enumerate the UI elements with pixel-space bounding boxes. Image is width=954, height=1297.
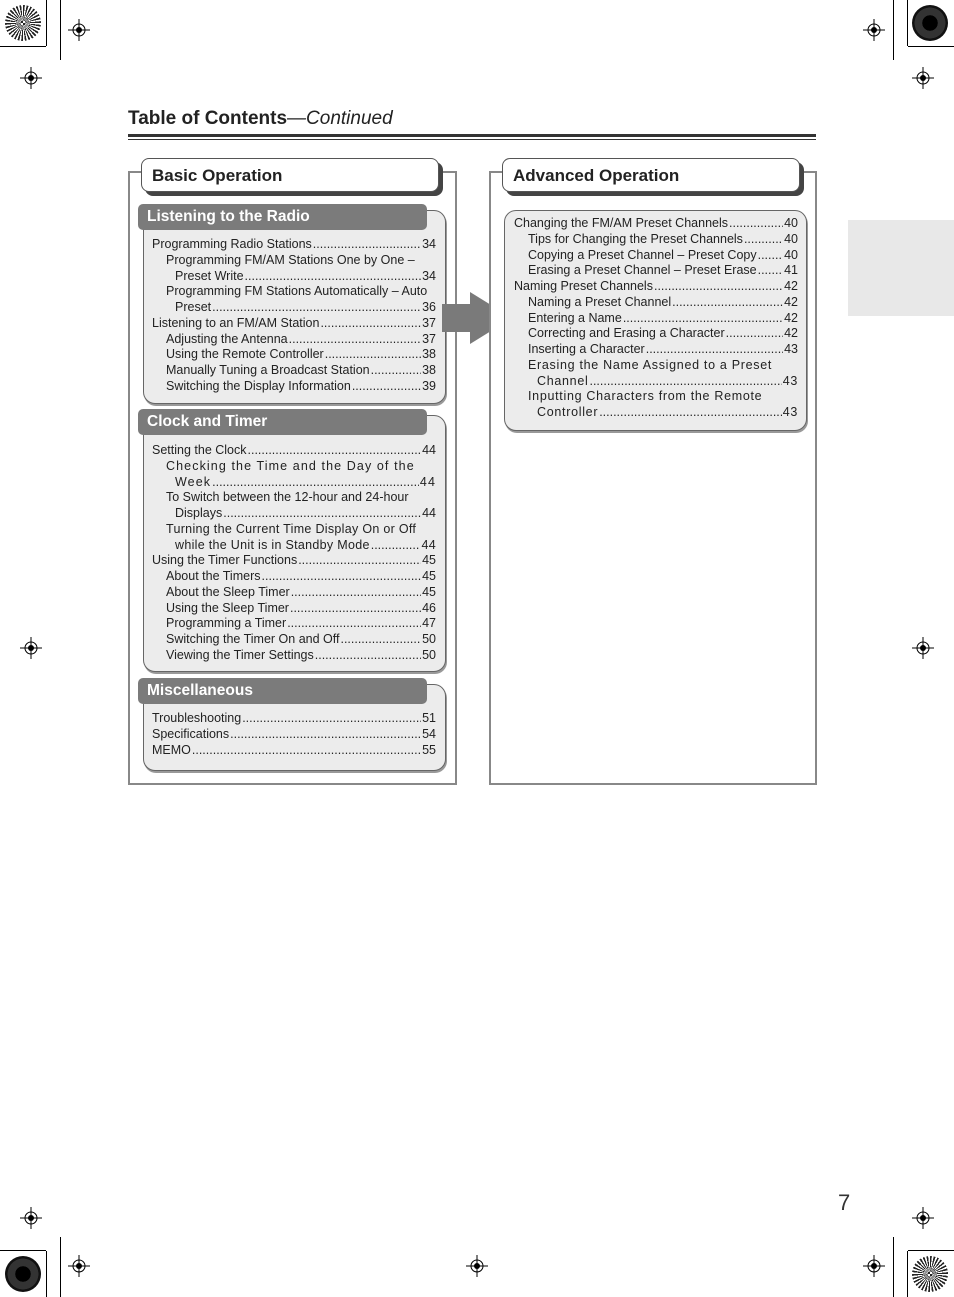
crop-mark — [907, 1251, 908, 1297]
crop-mark — [60, 1237, 61, 1297]
crop-mark — [0, 46, 46, 47]
crop-mark — [908, 1250, 954, 1251]
page-title-main: Table of Contents — [128, 108, 288, 129]
toc-entry[interactable]: About the Sleep Timer ..... 45 — [152, 585, 436, 601]
basic-operation-heading: Basic Operation — [141, 158, 439, 192]
toc-entry[interactable]: Week ..... 44 — [152, 475, 436, 491]
toc-entry[interactable]: Erasing a Preset Channel – Preset Erase ..... 41 — [514, 263, 798, 279]
toc-entry[interactable]: Switching the Display Information ..... 39 — [152, 379, 436, 395]
title-rule-thin — [128, 139, 816, 140]
toc-entry[interactable]: Displays ..... 44 — [152, 506, 436, 522]
toc-entry[interactable]: Programming FM Stations Automatically – Auto — [166, 284, 428, 299]
toc-entry[interactable]: Erasing the Name Assigned to a Preset — [528, 357, 773, 372]
registration-mark-icon — [912, 67, 934, 89]
registration-mark-icon — [20, 1207, 42, 1229]
toc-entry[interactable]: Channel ..... 43 — [514, 374, 798, 390]
crop-mark — [908, 46, 954, 47]
toc-list-listening-radio — [152, 237, 436, 395]
toc-entry[interactable]: Tips for Changing the Preset Channels ..... 40 — [514, 232, 798, 248]
sunburst-mark-icon — [5, 1256, 41, 1292]
toc-entry[interactable]: Using the Timer Functions ..... 45 — [152, 553, 436, 569]
side-thumb-tab — [848, 220, 954, 316]
registration-mark-icon — [466, 1255, 488, 1277]
toc-entry[interactable]: Specifications ..... 54 — [152, 727, 436, 743]
toc-entry[interactable]: Adjusting the Antenna ..... 37 — [152, 332, 436, 348]
page-number: 7 — [838, 1190, 851, 1215]
toc-entry[interactable]: Inserting a Character ..... 43 — [514, 342, 798, 358]
crop-mark — [0, 1250, 46, 1251]
toc-entry[interactable]: Inputting Characters from the Remote — [528, 389, 763, 404]
registration-mark-icon — [863, 1255, 885, 1277]
crop-mark — [893, 1237, 894, 1297]
toc-entry[interactable]: while the Unit is in Standby Mode ..... 44 — [152, 538, 436, 554]
registration-mark-icon — [863, 19, 885, 41]
section-heading-miscellaneous: Miscellaneous — [138, 678, 427, 704]
toc-entry[interactable]: Correcting and Erasing a Character ..... 42 — [514, 326, 798, 342]
registration-mark-icon — [68, 19, 90, 41]
registration-mark-icon — [20, 67, 42, 89]
registration-mark-icon — [912, 637, 934, 659]
toc-entry[interactable]: Troubleshooting ..... 51 — [152, 711, 436, 727]
crop-mark — [60, 0, 61, 60]
section-heading-clock-timer: Clock and Timer — [138, 409, 427, 435]
toc-entry[interactable]: Copying a Preset Channel – Preset Copy ..... 40 — [514, 248, 798, 264]
registration-mark-icon — [912, 1207, 934, 1229]
toc-entry[interactable]: Using the Sleep Timer ..... 46 — [152, 601, 436, 617]
toc-entry[interactable]: Listening to an FM/AM Station ..... 37 — [152, 316, 436, 332]
toc-entry[interactable]: Programming FM/AM Stations One by One – — [166, 252, 415, 267]
crop-mark — [907, 0, 908, 46]
toc-entry[interactable]: Viewing the Timer Settings ..... 50 — [152, 648, 436, 664]
toc-entry[interactable]: Programming a Timer ..... 47 — [152, 616, 436, 632]
sunburst-mark-icon — [912, 5, 948, 41]
page-title — [128, 108, 393, 130]
sunburst-mark-icon — [912, 1256, 948, 1292]
toc-entry[interactable]: Controller ..... 43 — [514, 405, 798, 421]
registration-mark-icon — [68, 1255, 90, 1277]
crop-mark — [46, 0, 47, 46]
section-heading-listening-radio: Listening to the Radio — [138, 204, 427, 230]
crop-mark — [46, 1251, 47, 1297]
toc-entry[interactable]: Changing the FM/AM Preset Channels ..... 40 — [514, 216, 798, 232]
sunburst-mark-icon — [5, 5, 41, 41]
toc-entry[interactable]: MEMO ..... 55 — [152, 743, 436, 759]
crop-mark — [893, 0, 894, 60]
registration-mark-icon — [20, 637, 42, 659]
title-rule — [128, 134, 816, 137]
toc-entry[interactable]: Switching the Timer On and Off ..... 50 — [152, 632, 436, 648]
toc-entry[interactable]: To Switch between the 12-hour and 24-hour — [166, 490, 409, 505]
toc-entry[interactable]: Naming Preset Channels ..... 42 — [514, 279, 798, 295]
toc-entry[interactable]: Preset ..... 36 — [152, 300, 436, 316]
toc-entry[interactable]: Manually Tuning a Broadcast Station ..... 38 — [152, 363, 436, 379]
toc-entry[interactable]: About the Timers ..... 45 — [152, 569, 436, 585]
toc-entry[interactable]: Entering a Name ..... 42 — [514, 311, 798, 327]
toc-entry[interactable]: Preset Write ..... 34 — [152, 269, 436, 285]
toc-list-miscellaneous — [152, 711, 436, 758]
toc-entry[interactable]: Naming a Preset Channel ..... 42 — [514, 295, 798, 311]
toc-list-clock-timer — [152, 443, 436, 664]
toc-entry[interactable]: Programming Radio Stations ..... 34 — [152, 237, 436, 253]
toc-entry[interactable]: Setting the Clock ..... 44 — [152, 443, 436, 459]
toc-list-advanced — [514, 216, 798, 421]
advanced-operation-heading: Advanced Operation — [502, 158, 800, 192]
page-title-continued: —Continued — [287, 108, 393, 129]
toc-entry[interactable]: Turning the Current Time Display On or Off — [166, 521, 417, 536]
toc-entry[interactable]: Using the Remote Controller ..... 38 — [152, 347, 436, 363]
toc-entry[interactable]: Checking the Time and the Day of the — [166, 458, 415, 473]
